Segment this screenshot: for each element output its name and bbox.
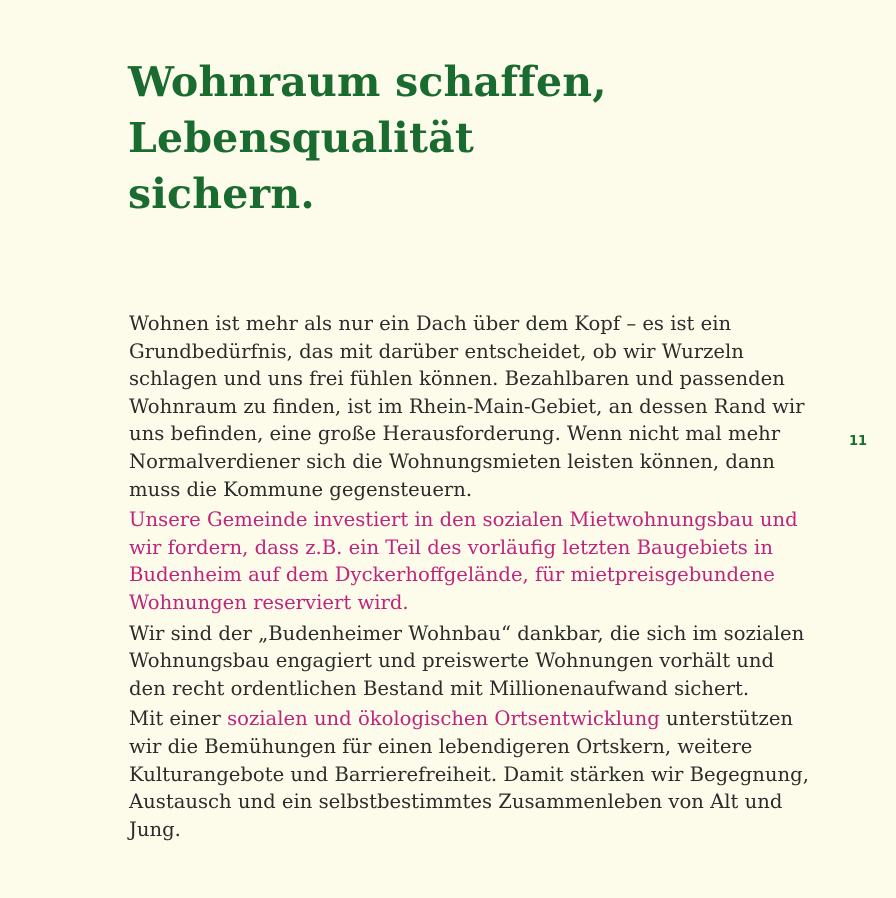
text-line: muss die Kommune gegensteuern. bbox=[129, 477, 473, 501]
text-line: Austausch und ein selbstbestimmtes Zusammenleben von Alt und bbox=[129, 790, 783, 814]
text-line: Normalverdiener sich die Wohnungsmieten leisten können, dann bbox=[129, 449, 775, 473]
text-line: Unsere Gemeinde investiert in den sozialen Mietwohnungsbau und bbox=[129, 508, 798, 532]
paragraph-wohnbau bbox=[129, 620, 849, 703]
page-title bbox=[128, 54, 768, 222]
text-segment: Mit einer bbox=[129, 707, 228, 731]
text-line: Wir sind der „Budenheimer Wohnbau“ dankbar, die sich im sozialen bbox=[129, 621, 805, 645]
text-line: Jung. bbox=[129, 817, 181, 841]
text-line: Wohnen ist mehr als nur ein Dach über dem Kopf – es ist ein bbox=[129, 312, 732, 335]
paragraph-ortsentwicklung bbox=[129, 705, 849, 843]
text-line: Budenheim auf dem Dyckerhoffgelände, für mietpreisgebundene bbox=[129, 563, 775, 587]
text-line: Grundbedürfnis, das mit darüber entscheidet, ob wir Wurzeln bbox=[129, 339, 744, 363]
text-line: wir fordern, dass z.B. ein Teil des vorläufig letzten Baugebiets in bbox=[129, 535, 773, 559]
text-line: schlagen und uns frei fühlen können. Bezahlbaren und passenden bbox=[129, 367, 785, 391]
paragraph-highlight bbox=[129, 506, 849, 616]
text-line: wir die Bemühungen für einen lebendigeren Ortskern, weitere bbox=[129, 734, 753, 758]
body-text bbox=[129, 310, 849, 846]
text-line bbox=[129, 705, 849, 733]
text-line: Wohnungsbau engagiert und preiswerte Wohnungen vorhält und bbox=[129, 649, 775, 673]
paragraph-intro bbox=[129, 310, 849, 503]
text-line: Kulturangebote und Barrierefreiheit. Damit stärken wir Begegnung, bbox=[129, 762, 809, 786]
page-number: 11 bbox=[849, 434, 868, 449]
text-line: uns befinden, eine große Herausforderung. Wenn nicht mal mehr bbox=[129, 422, 781, 446]
text-line: Wohnungen reserviert wird. bbox=[129, 590, 409, 614]
highlighted-phrase: sozialen und ökologischen Ortsentwicklung bbox=[227, 707, 660, 731]
title-line-2: Lebensqualität bbox=[128, 114, 474, 162]
text-line: den recht ordentlichen Bestand mit Millionenaufwand sichert. bbox=[129, 676, 750, 700]
title-line-1: Wohnraum schaffen, bbox=[128, 58, 607, 106]
title-line-3: sichern. bbox=[128, 170, 315, 218]
text-line: Wohnraum zu finden, ist im Rhein-Main-Gebiet, an dessen Rand wir bbox=[129, 394, 805, 418]
text-segment: unterstützen bbox=[659, 707, 794, 731]
